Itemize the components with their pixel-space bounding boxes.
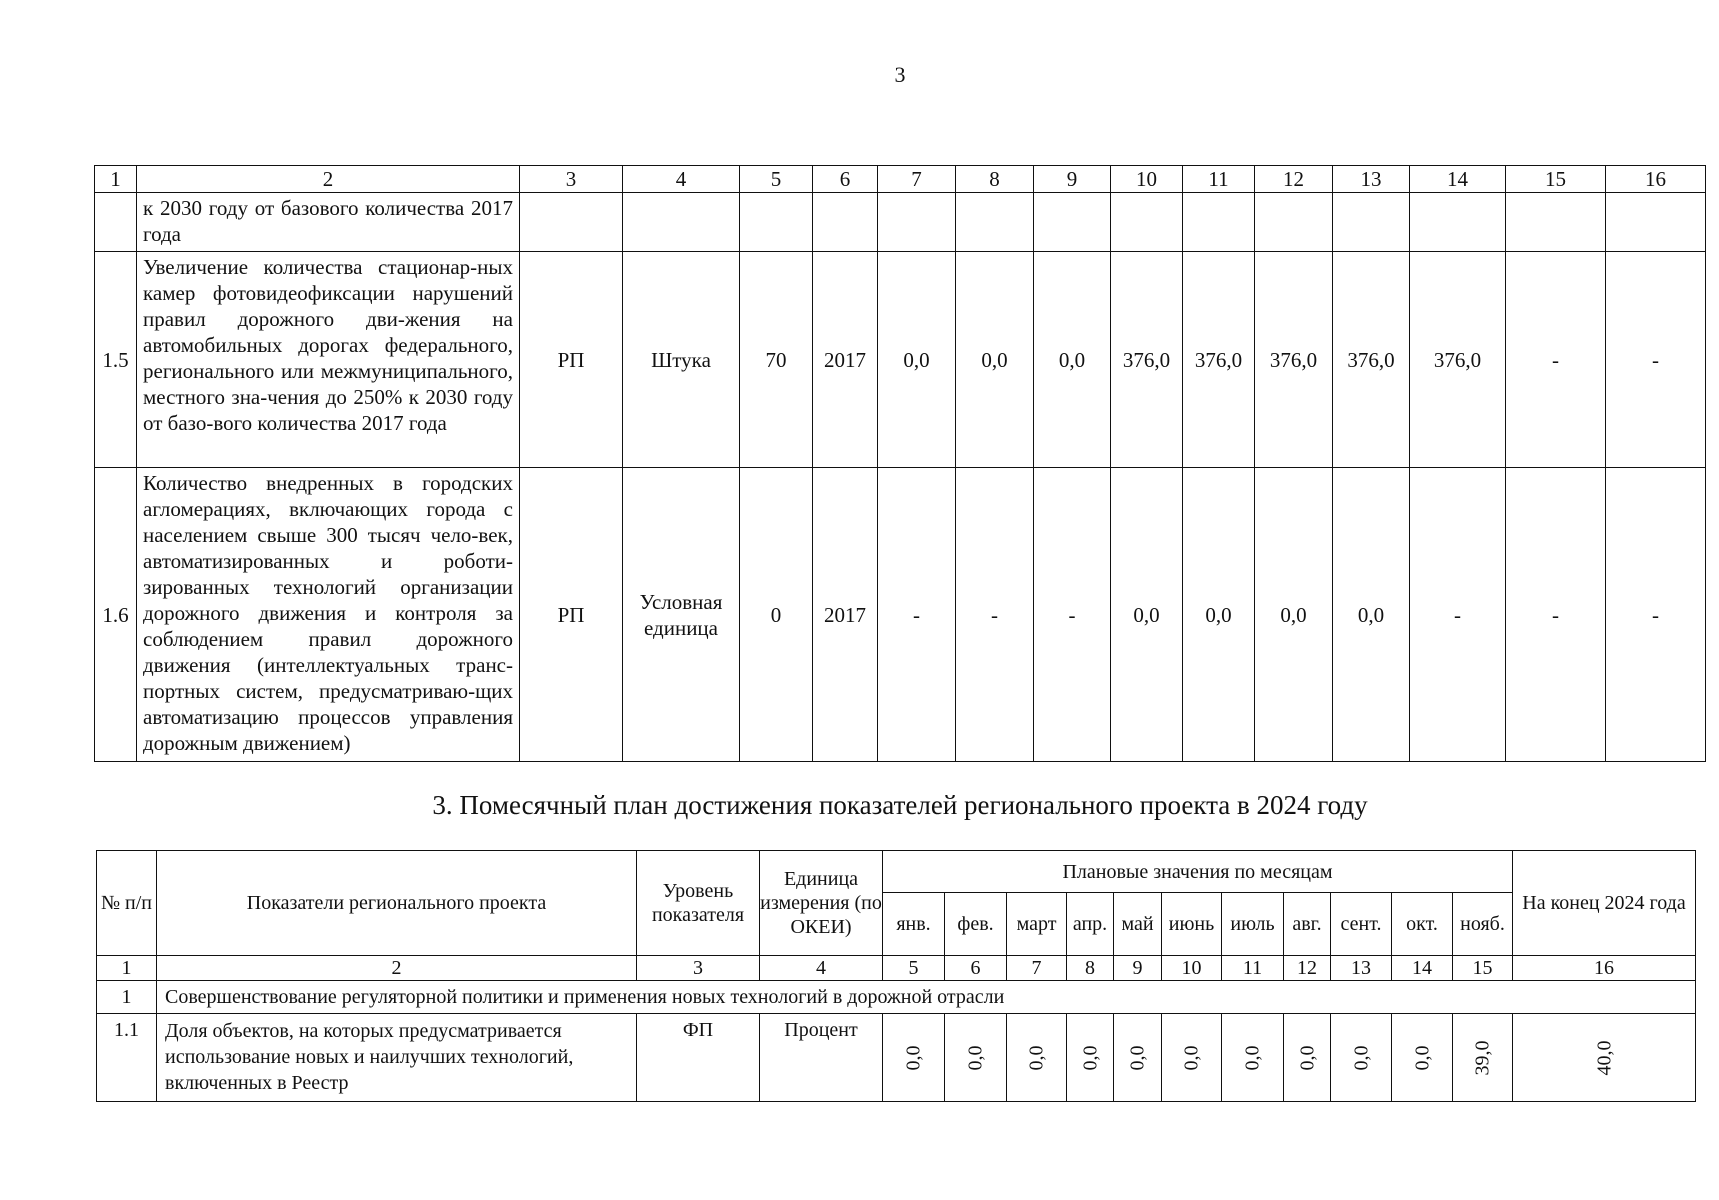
month-value-text: 0,0 xyxy=(1079,1045,1101,1070)
cell: 376,0 xyxy=(1183,252,1255,468)
month-value xyxy=(1162,1014,1222,1102)
month-value xyxy=(1114,1014,1162,1102)
cell: - xyxy=(878,468,956,762)
cell: 0,0 xyxy=(1255,468,1333,762)
header-indicator: Показатели регионального проекта xyxy=(157,851,637,956)
cell: - xyxy=(1506,252,1606,468)
indicators-table xyxy=(94,165,1706,762)
month-value xyxy=(1067,1014,1114,1102)
column-number: 14 xyxy=(1392,956,1453,981)
cell: - xyxy=(1606,468,1706,762)
month-header: март xyxy=(1007,893,1067,956)
month-value-text: 0,0 xyxy=(1025,1045,1048,1070)
cell: - xyxy=(1410,468,1506,762)
month-value xyxy=(883,1014,945,1102)
monthly-plan-table xyxy=(96,850,1696,1102)
column-number: 9 xyxy=(1034,166,1111,193)
indicator-text: Количество внедренных в городских агломерациях, включающих города с населением свыше 300 тысяч чело-век, автоматизированных и роботи-зированных технологий организации дорожного движения и контроля за соблюдением правил дорожного движения (интеллектуальных транс-портных систем, предусматриваю-щих автоматизацию процессов управления дорожным движением) xyxy=(137,468,520,762)
cell: 376,0 xyxy=(1255,252,1333,468)
month-header: июнь xyxy=(1162,893,1222,956)
cell xyxy=(623,193,740,252)
column-number: 15 xyxy=(1453,956,1513,981)
cell: 0,0 xyxy=(1333,468,1410,762)
cell: 376,0 xyxy=(1333,252,1410,468)
header-months-group: Плановые значения по месяцам xyxy=(883,851,1513,893)
cell xyxy=(1183,193,1255,252)
month-value xyxy=(1007,1014,1067,1102)
column-number: 6 xyxy=(945,956,1007,981)
month-value xyxy=(1222,1014,1284,1102)
section-text: Совершенствование регуляторной политики и применения новых технологий в дорожной отрасли xyxy=(157,981,1696,1014)
column-number: 10 xyxy=(1162,956,1222,981)
cell: 0,0 xyxy=(1034,252,1111,468)
cell: 0 xyxy=(740,468,813,762)
cell: 0,0 xyxy=(878,252,956,468)
month-value xyxy=(1331,1014,1392,1102)
month-value-text: 0,0 xyxy=(1350,1045,1372,1070)
month-header: апр. xyxy=(1067,893,1114,956)
indicator-text: Увеличение количества стационар-ных камер фотовидеофиксации нарушений правил дорожного дви-жения на автомобильных дорогах федерального, регионального или межмуниципального, местного зна-чения до 250% к 2030 году от базо-вого количества 2017 года xyxy=(137,252,520,468)
column-number: 5 xyxy=(883,956,945,981)
column-number: 7 xyxy=(878,166,956,193)
month-header: фев. xyxy=(945,893,1007,956)
column-number: 2 xyxy=(137,166,520,193)
column-number: 6 xyxy=(813,166,878,193)
table-row xyxy=(95,468,1706,762)
month-header: окт. xyxy=(1392,893,1453,956)
header-end-of-year: На конец 2024 года xyxy=(1513,851,1696,956)
month-header: нояб. xyxy=(1453,893,1513,956)
column-number: 14 xyxy=(1410,166,1506,193)
section-row xyxy=(97,981,1696,1014)
cell: 2017 xyxy=(813,468,878,762)
table-header-row xyxy=(97,851,1696,893)
indicator-level: ФП xyxy=(637,1014,760,1102)
column-number: 11 xyxy=(1222,956,1284,981)
column-number: 12 xyxy=(1255,166,1333,193)
cell xyxy=(1506,193,1606,252)
cell: 0,0 xyxy=(1183,468,1255,762)
end-of-year-value-text: 40,0 xyxy=(1593,1040,1615,1075)
table-row xyxy=(97,1014,1696,1102)
unit: Условная единица xyxy=(623,468,740,762)
unit: Штука xyxy=(623,252,740,468)
month-header: июль xyxy=(1222,893,1284,956)
month-value-text: 0,0 xyxy=(1411,1045,1433,1070)
column-number: 12 xyxy=(1284,956,1331,981)
column-number: 8 xyxy=(1067,956,1114,981)
column-number: 13 xyxy=(1333,166,1410,193)
column-number: 1 xyxy=(95,166,137,193)
cell: 70 xyxy=(740,252,813,468)
month-value-text: 0,0 xyxy=(1126,1045,1149,1070)
column-number: 7 xyxy=(1007,956,1067,981)
section-number: 1 xyxy=(97,981,157,1014)
unit: Процент xyxy=(760,1014,883,1102)
month-value-text: 0,0 xyxy=(1241,1045,1264,1070)
table-row xyxy=(95,252,1706,468)
column-number: 11 xyxy=(1183,166,1255,193)
cell xyxy=(878,193,956,252)
cell xyxy=(1255,193,1333,252)
cell xyxy=(956,193,1034,252)
cell xyxy=(1333,193,1410,252)
column-number: 5 xyxy=(740,166,813,193)
month-value-text: 39,0 xyxy=(1471,1040,1494,1075)
month-value-text: 0,0 xyxy=(1180,1045,1203,1070)
column-number: 1 xyxy=(97,956,157,981)
month-value xyxy=(945,1014,1007,1102)
month-value-text: 0,0 xyxy=(1296,1045,1318,1070)
column-number: 13 xyxy=(1331,956,1392,981)
header-level: Уровень показателя xyxy=(637,851,760,956)
month-value xyxy=(1453,1014,1513,1102)
indicator-text: Доля объектов, на которых предусматривается использование новых и наилучших технологий, включенных в Реестр xyxy=(157,1014,637,1102)
cell: 0,0 xyxy=(956,252,1034,468)
month-value-text: 0,0 xyxy=(964,1045,987,1070)
cell: 0,0 xyxy=(1111,468,1183,762)
header-no: № п/п xyxy=(97,851,157,956)
column-number: 8 xyxy=(956,166,1034,193)
cell: - xyxy=(956,468,1034,762)
month-header: май xyxy=(1114,893,1162,956)
page-number: 3 xyxy=(894,62,906,87)
cell xyxy=(520,193,623,252)
cell: 2017 xyxy=(813,252,878,468)
column-numbers-row xyxy=(97,956,1696,981)
cell xyxy=(1606,193,1706,252)
section-title: 3. Помесячный план достижения показателей регионального проекта в 2024 году xyxy=(432,790,1368,820)
cell: 376,0 xyxy=(1111,252,1183,468)
column-number: 4 xyxy=(760,956,883,981)
header-unit: Единица измерения (по ОКЕИ) xyxy=(760,851,883,956)
table-row xyxy=(95,193,1706,252)
month-header: авг. xyxy=(1284,893,1331,956)
column-number: 16 xyxy=(1606,166,1706,193)
month-value xyxy=(1392,1014,1453,1102)
column-number: 3 xyxy=(637,956,760,981)
row-number: 1.6 xyxy=(95,468,137,762)
column-number: 15 xyxy=(1506,166,1606,193)
month-value-text: 0,0 xyxy=(902,1045,925,1070)
cell: - xyxy=(1506,468,1606,762)
month-header: янв. xyxy=(883,893,945,956)
indicator-level: РП xyxy=(520,468,623,762)
cell xyxy=(1111,193,1183,252)
month-header: сент. xyxy=(1331,893,1392,956)
month-value xyxy=(1284,1014,1331,1102)
cell xyxy=(740,193,813,252)
cell xyxy=(1410,193,1506,252)
end-of-year-value xyxy=(1513,1014,1696,1102)
column-number: 9 xyxy=(1114,956,1162,981)
indicator-level: РП xyxy=(520,252,623,468)
cell xyxy=(1034,193,1111,252)
cell xyxy=(813,193,878,252)
cell: - xyxy=(1606,252,1706,468)
row-number: 1.5 xyxy=(95,252,137,468)
column-number: 4 xyxy=(623,166,740,193)
cell: 376,0 xyxy=(1410,252,1506,468)
cell: - xyxy=(1034,468,1111,762)
column-number: 10 xyxy=(1111,166,1183,193)
column-number: 16 xyxy=(1513,956,1696,981)
column-number: 3 xyxy=(520,166,623,193)
indicator-text: к 2030 году от базового количества 2017 года xyxy=(137,193,520,252)
row-number: 1.1 xyxy=(97,1014,157,1102)
column-number: 2 xyxy=(157,956,637,981)
table-header-row xyxy=(95,166,1706,193)
row-number xyxy=(95,193,137,252)
